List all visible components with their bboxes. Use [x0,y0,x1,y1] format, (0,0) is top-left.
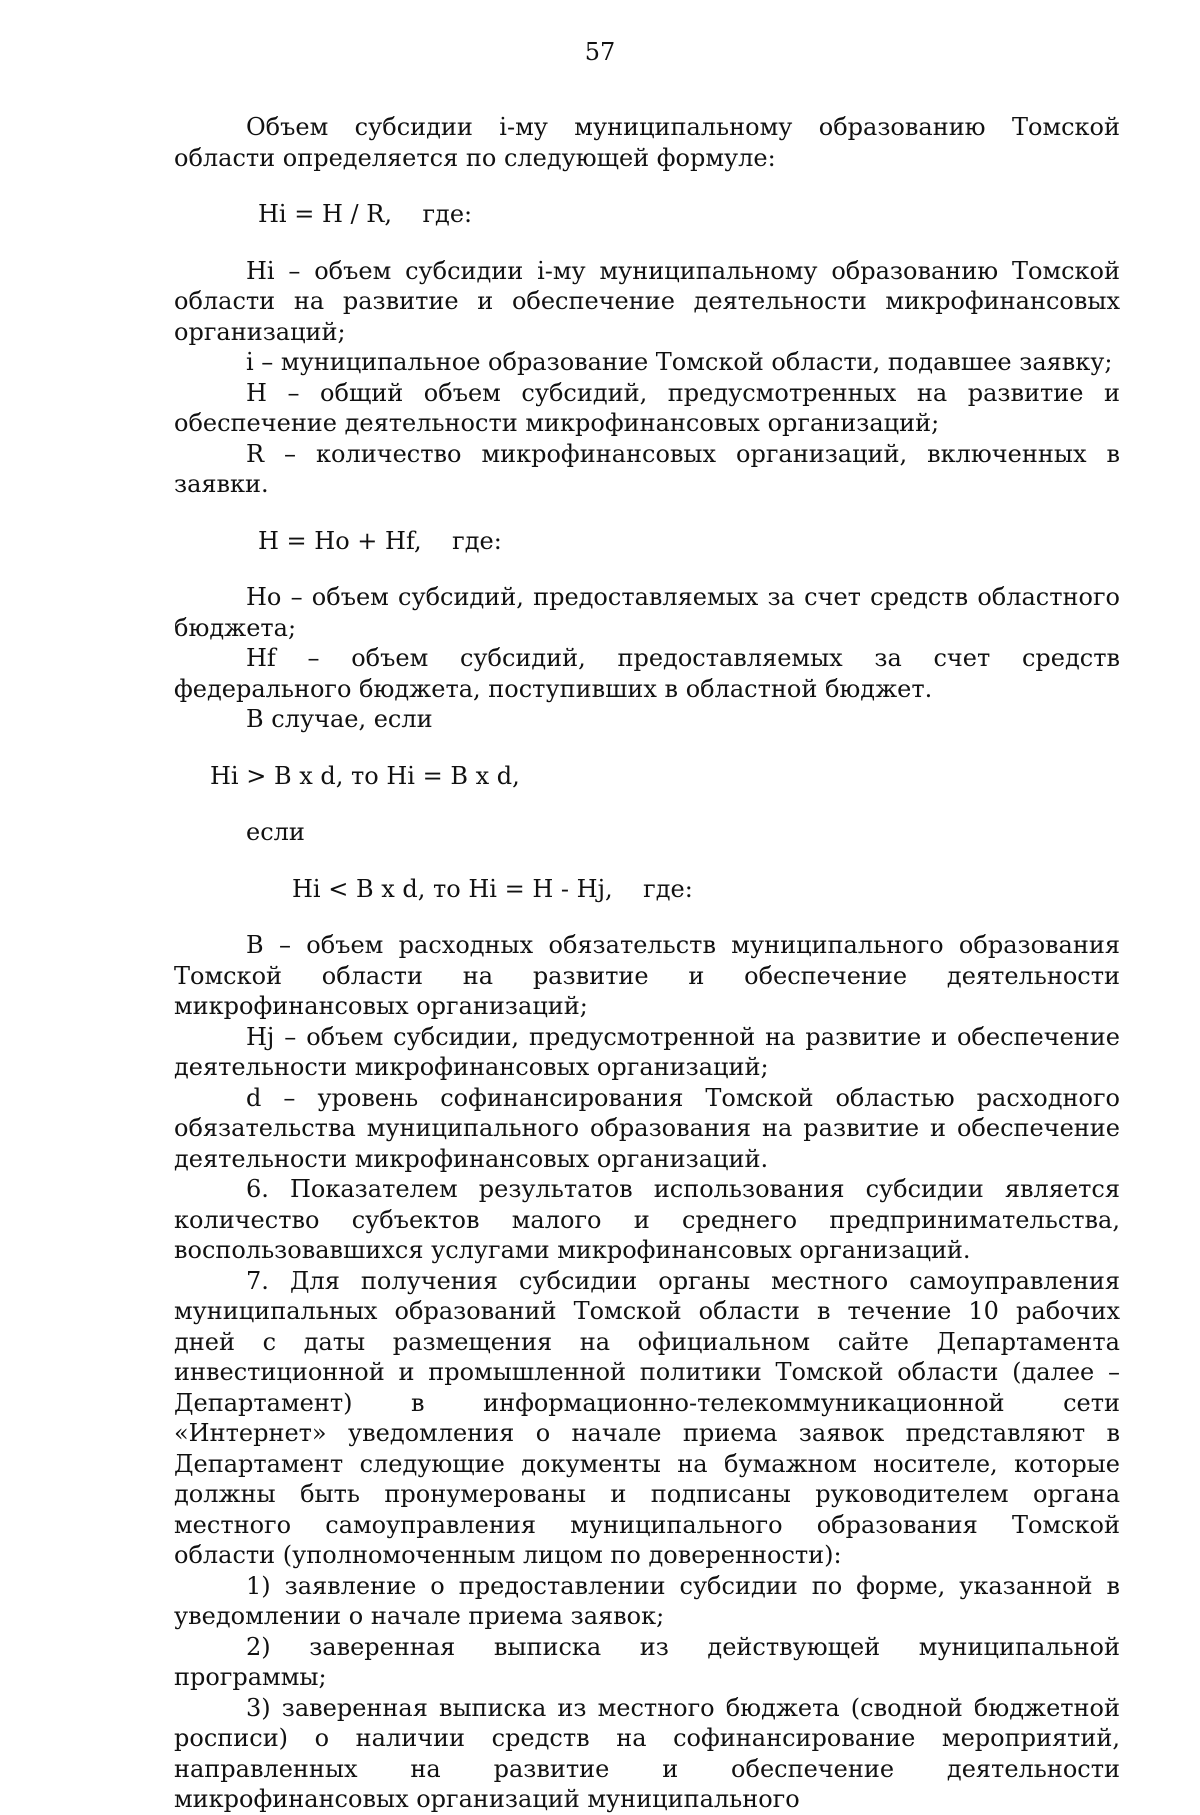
page-number: 57 [584,38,616,66]
paragraph: Hi – объем субсидии i-му муниципальному образованию Томской области на развитие и обеспечение деятельности микрофинансовых организаций; [174,256,1120,346]
document-body [174,112,1120,1815]
paragraph: Объем субсидии i-му муниципальному образованию Томской области определяется по следующей формуле: [174,113,1120,172]
paragraph: H – общий объем субсидий, предусмотренных на развитие и обеспечение деятельности микрофинансовых организаций; [174,378,1120,437]
paragraph: Hf – объем субсидий, предоставляемых за счет средств федерального бюджета, поступивших в областной бюджет. [174,644,1120,703]
paragraph: 1) заявление о предоставлении субсидии по форме, указанной в уведомлении о начале приема заявок; [174,1571,1120,1630]
formula: Hi > B x d, то Hi = B x d, [210,761,520,790]
paragraph: Ho – объем субсидий, предоставляемых за счет средств областного бюджета; [174,583,1120,642]
paragraph: 2) заверенная выписка из действующей муниципальной программы; [174,1632,1120,1691]
paragraph: 6. Показателем результатов использования субсидии является количество субъектов малого и среднего предпринимательства, воспользовавшихся услугами микрофинансовых организаций. [174,1175,1120,1264]
paragraph: R – количество микрофинансовых организаций, включенных в заявки. [174,439,1120,498]
formula: H = Ho + Hf, где: [258,526,502,555]
paragraph: 7. Для получения субсидии органы местного самоуправления муниципальных образований Томской области в течение 10 рабочих дней с даты размещения на официальном сайте Департамента инвестиционной и промышленной политики Томской области (далее – Департамент) в информационно-телекоммуникационной сети «Интернет» уведомления о начале приема заявок представляют в Департамент следующие документы на бумажном носителе, которые должны быть пронумерованы и подписаны руководителем органа местного самоуправления муниципального образования Томской области (уполномоченным лицом по доверенности): [174,1266,1120,1569]
paragraph: если [246,818,305,846]
paragraph: i – муниципальное образование Томской области, подавшее заявку; [246,348,1113,376]
formula: Hi = H / R, где: [258,200,473,228]
formula: Hi < B x d, то Hi = H - Hj, где: [292,874,693,903]
paragraph: В случае, если [246,705,433,733]
paragraph: 3) заверенная выписка из местного бюджета (сводной бюджетной росписи) о наличии средств на софинансирование мероприятий, направленных на развитие и обеспечение деятельности микрофинансовых организаций муниципального [174,1693,1120,1813]
paragraph: Hj – объем субсидии, предусмотренной на развитие и обеспечение деятельности микрофинансовых организаций; [174,1022,1120,1081]
paragraph: B – объем расходных обязательств муниципального образования Томской области на развитие и обеспечение деятельности микрофинансовых организаций; [174,931,1120,1020]
paragraph: d – уровень софинансирования Томской областью расходного обязательства муниципального образования на развитие и обеспечение деятельности микрофинансовых организаций. [174,1083,1120,1173]
